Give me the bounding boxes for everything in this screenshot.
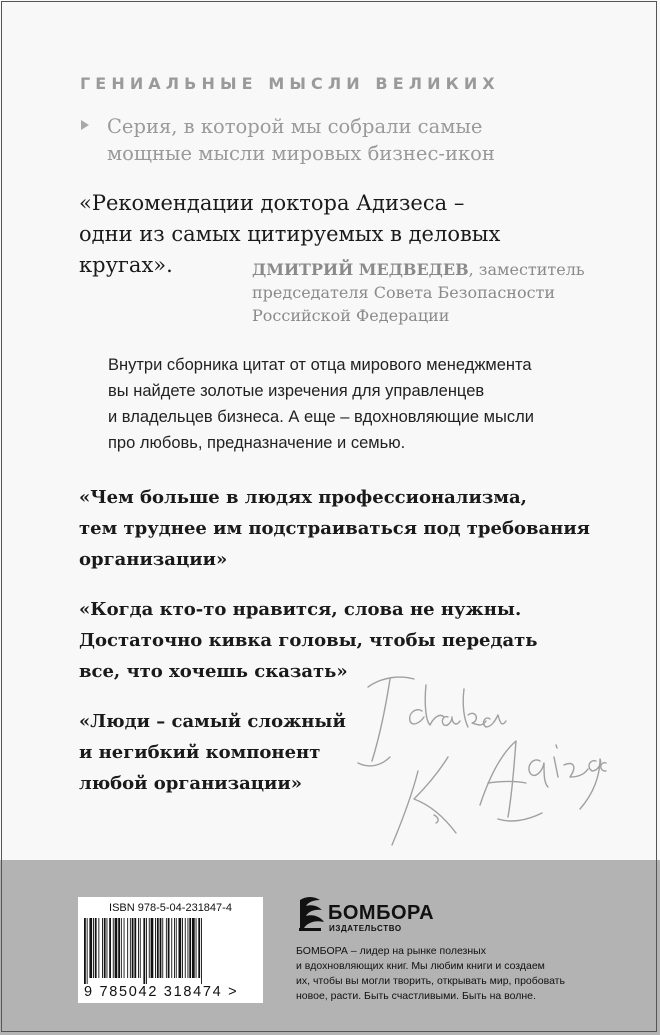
publisher-description-line: БОМБОРА – лидер на рынке полезных	[296, 945, 486, 957]
barcode-bar	[155, 918, 156, 978]
barcode-bar	[104, 918, 106, 978]
featured-quote-line: «Рекомендации доктора Адизеса –	[79, 191, 465, 215]
barcode-bar	[132, 918, 134, 978]
barcode-bar	[102, 918, 103, 978]
barcode-bar	[201, 918, 202, 984]
publisher-description	[296, 944, 596, 1004]
barcode-bar	[95, 918, 97, 978]
barcode-bar	[176, 918, 177, 978]
quote-line: «Чем больше в людях профессионализма,	[79, 487, 527, 508]
barcode-bar	[93, 918, 94, 978]
barcode-bar	[157, 918, 159, 978]
series-description	[107, 113, 577, 167]
barcode-bar	[198, 918, 200, 978]
publisher-description-line: их, чтобы вы могли творить, открывать мир, пробовать	[296, 975, 565, 987]
quote-line: любой организации»	[79, 773, 302, 794]
barcode-bar	[113, 918, 114, 978]
barcode-bar	[127, 918, 128, 978]
attribution-role: , заместитель	[468, 260, 585, 279]
triangle-bullet-icon	[81, 120, 89, 130]
series-title: ГЕНИАЛЬНЫЕ МЫСЛИ ВЕЛИКИХ	[80, 74, 500, 93]
barcode-bar	[149, 918, 150, 978]
bombora-logo-icon	[296, 894, 326, 934]
barcode-bar	[151, 918, 154, 978]
series-description-line: Серия, в которой мы собрали самые	[107, 115, 483, 138]
barcode-bar	[192, 918, 195, 978]
featured-quote-line: кругах».	[79, 253, 173, 277]
publisher-name: БОМБОРА	[328, 902, 435, 924]
barcode-bar	[166, 918, 167, 978]
barcode-digits: 9 785042 318474 >	[84, 984, 239, 1000]
barcode-bar	[84, 918, 86, 984]
barcode-bar	[89, 918, 92, 978]
signature-graphic	[330, 665, 620, 860]
barcode-bar	[160, 918, 162, 978]
barcode-bar	[146, 918, 147, 984]
barcode-bar	[188, 918, 189, 978]
barcode-bar	[140, 918, 141, 978]
attribution-author: ДМИТРИЙ МЕДВЕДЕВ	[252, 260, 469, 279]
quote-line: все, что хочешь сказать»	[79, 661, 348, 682]
publisher-description-line: новое, расти. Быть счастливыми. Быть на волне.	[296, 990, 536, 1002]
barcode-bar	[143, 918, 145, 984]
barcode-bar	[168, 918, 170, 978]
isbn-label: ISBN 978-5-04-231847-4	[109, 902, 232, 914]
barcode-bar	[174, 918, 175, 978]
barcode-bar	[124, 918, 125, 978]
barcode-bar	[196, 918, 197, 978]
barcode-bar	[98, 918, 99, 978]
publisher-description-line: и вдохновляющих книг. Мы любим книги и создаем	[296, 960, 545, 972]
barcode-bar	[121, 918, 122, 978]
barcode-bar	[130, 918, 131, 978]
intro-line: и владельцев бизнеса. А еще – вдохновляющие мысли	[108, 408, 534, 426]
quote-line: «Когда кто-то нравится, слова не нужны.	[79, 599, 522, 620]
barcode-bar	[182, 918, 183, 978]
attribution-role: Российской Федерации	[252, 306, 450, 325]
quote-line: тем труднее им подстраиваться под требования	[79, 518, 590, 539]
barcode-bar	[109, 918, 111, 978]
quote-line: Достаточно кивка головы, чтобы передать	[79, 630, 538, 651]
attribution-role: председателя Совета Безопасности	[252, 283, 556, 302]
barcode-bar	[138, 918, 139, 978]
intro-paragraph	[108, 352, 578, 456]
barcode-graphic	[82, 918, 259, 984]
publisher-subtitle: ИЗДАТЕЛЬСТВО	[329, 924, 402, 933]
quote-line: «Люди – самый сложный	[79, 711, 346, 732]
barcode-bar	[118, 918, 120, 978]
barcode-bar	[185, 918, 186, 978]
barcode-bar	[179, 918, 182, 978]
intro-line: Внутри сборника цитат от отца мирового менеджмента	[108, 356, 532, 374]
barcode-bar	[189, 918, 191, 978]
barcode-block	[78, 897, 263, 1003]
barcode-bar	[107, 918, 108, 978]
quote-line: организации»	[79, 549, 228, 570]
quote-attribution	[252, 258, 592, 327]
barcode-bar	[115, 918, 118, 978]
barcode-bar	[134, 918, 136, 978]
series-description-line: мощные мысли мировых бизнес-икон	[107, 142, 495, 165]
intro-line: про любовь, предназначение и семью.	[108, 434, 406, 452]
intro-line: вы найдете золотые изречения для управленцев	[108, 382, 485, 400]
barcode-bar	[87, 918, 88, 984]
quote-block	[79, 482, 599, 575]
barcode-bar	[171, 918, 172, 978]
barcode-bar	[162, 918, 163, 978]
featured-quote-line: одни из самых цитируемых в деловых	[79, 222, 501, 246]
quote-line: и негибкий компонент	[79, 742, 321, 763]
